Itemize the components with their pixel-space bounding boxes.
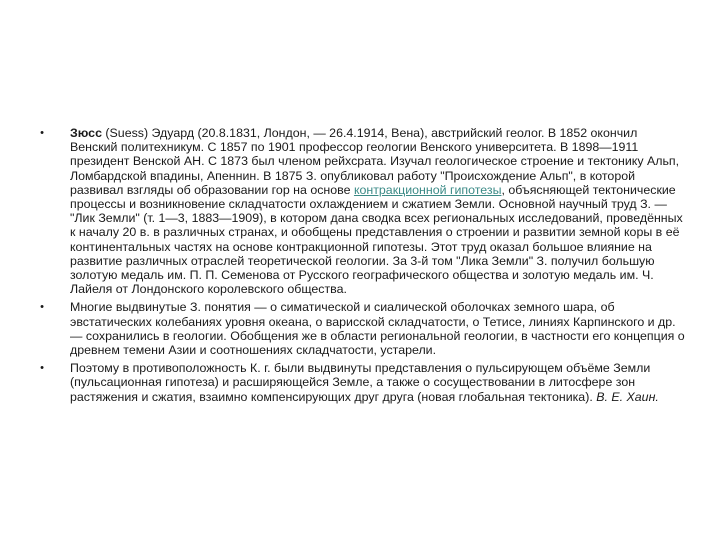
bullet-icon: • (40, 301, 44, 314)
list-item-pulsation (36, 361, 688, 404)
list-item-concepts (36, 300, 688, 357)
bullet-icon: • (40, 127, 44, 139)
bio-text-end: , объясняющей тектонические процессы и возникновение складчатости охлаждением и сжатием Земли. Основной научный труд З. — "Лик Земли" (т. 1—3, 1883—1909), в котором дана сводка всех региональных исследований, проведённых к началу 20 в. в различных странах, и обобщены представления о строении и развитии земной коры в её континентальных частях на основе контракционной гипотезы. Этот труд оказал большое влияние на развитие различных отраслей теоретической геологии. За 3-й том "Лика Земли" З. получил большую золотую медаль им. П. П. Семенова от Русского географического общества и золотую медаль им. Ч. Лайеля от Лондонского королевского общества. (70, 182, 683, 297)
author-signature: В. Е. Хаин. (596, 389, 659, 404)
bullet-list (36, 126, 688, 408)
list-item-suess-bio (36, 126, 688, 296)
bullet-icon: • (40, 362, 44, 375)
term-heading: Зюсс (70, 126, 102, 140)
concepts-text: Многие выдвинутые З. понятия — о симатической и сиалической оболочках земного шара, об эвстатических колебаниях уровня океана, о варисской складчатости, о Тетисе, линиях Карпинского и др. — сохранились в геологии. Обобщения же в области региональной геологии, в частности его концепция о древнем темени Азии и соотношениях складчатости, устарели. (70, 300, 685, 358)
contraction-hypothesis-link[interactable]: контракционной гипотезы (353, 182, 502, 197)
pulsation-text: Поэтому в противоположность К. г. были выдвинуты представления о пульсирующем объёме Земли (пульсационная гипотеза) и расширяющейся Земле, а также о сосуществовании в литосфере зон растяжения и сжатия, взаимно компенсирующих друг друга (новая глобальная тектоника). (70, 361, 651, 404)
bio-text-start: (Suess) Эдуард (20.8.1831, Лондон, — 26.4.1914, Вена), австрийский геолог. В 1852 окончил Венский политехникум. С 1857 по 1901 профессор геологии Венского университета. В 1898—1911 президент Венской АН. С 1873 был членом рейхсрата. Изучал геологическое строение и тектонику Альп, Ломбардской впадины, Апеннин. В 1875 З. опубликовал работу "Происхождение Альп", в которой развивал взгляды об образовании гор на основе (70, 126, 680, 197)
